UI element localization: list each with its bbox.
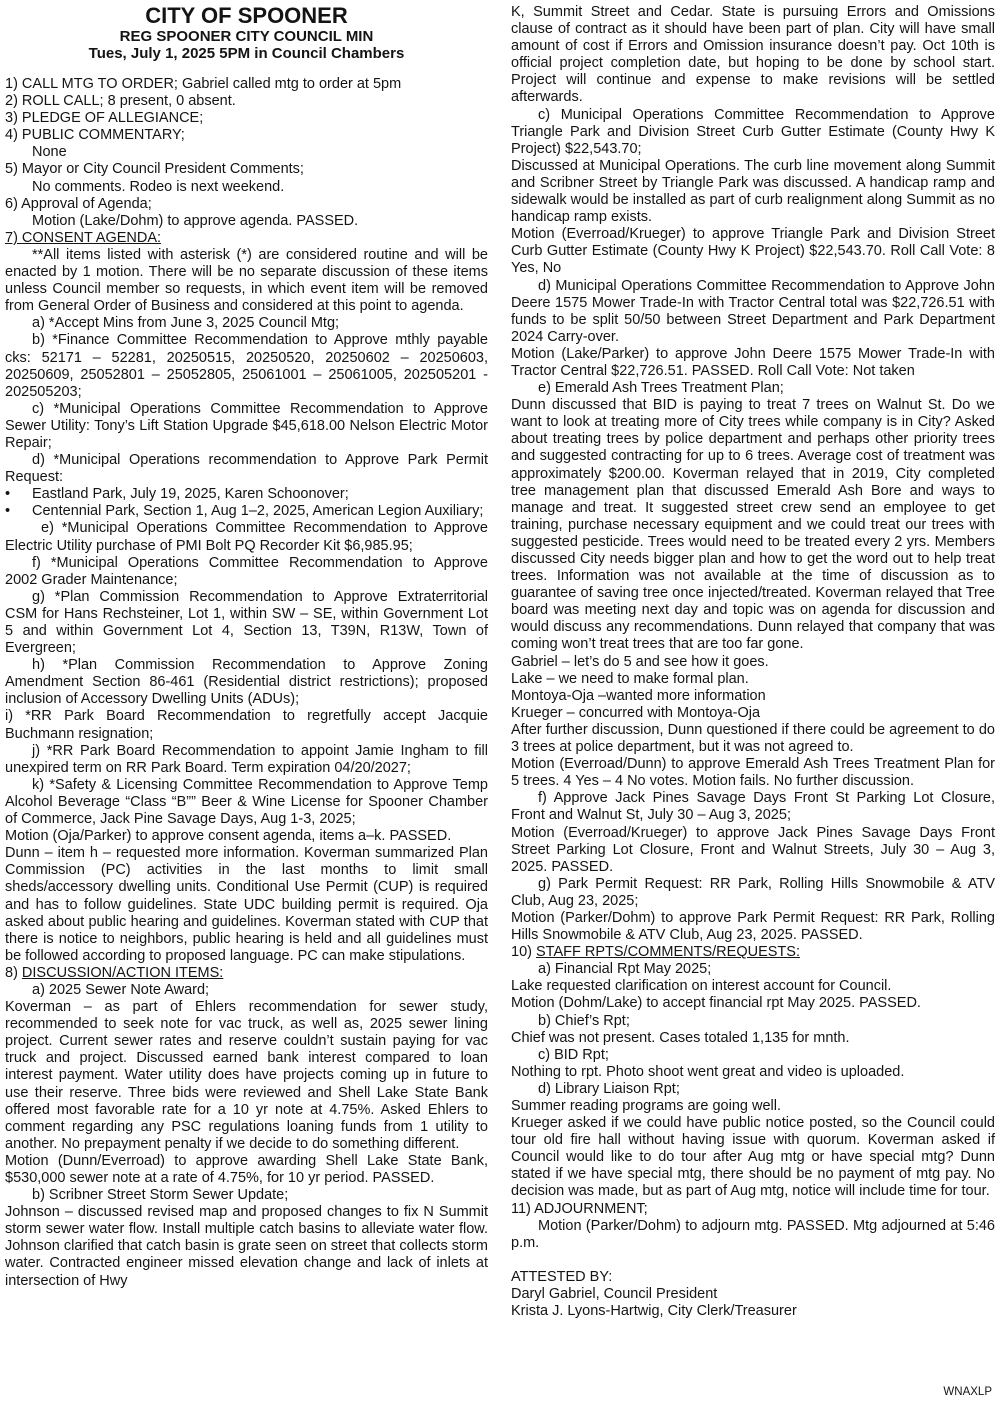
item-mayor-comments: 5) Mayor or City Council President Comments;	[5, 161, 304, 178]
storm-sewer-discussion: Johnson – discussed revised map and proposed changes to fix N Summit storm sewer water flow. Install multiple catch basins to alleviate water flow. Johnson clarified that catch basin is grate seen on street that collects storm water. Contracted engineer missed elevation change and lack of inlets at intersection of Hwy	[5, 1204, 488, 1289]
item-public-commentary: 4) PUBLIC COMMENTARY;	[5, 127, 185, 144]
consent-item-k: k) *Safety & Licensing Committee Recommendation to Approve Temp Alcohol Beverage “Class “B”” Beer & Wine License for Spooner Chamber of Commerce, Jack Pine Savage Days, Aug 1-3, 2025;	[5, 776, 488, 828]
ash-trees-motion: Motion (Everroad/Dunn) to approve Emerald Ash Trees Treatment Plan for 5 trees. 4 Yes – 4 No votes. Motion fails. No further discussion.	[511, 756, 995, 790]
bid-report-text: Nothing to rpt. Photo shoot went great and video is uploaded.	[511, 1063, 905, 1080]
discussion-item-a: a) 2025 Sewer Note Award;	[32, 981, 210, 998]
mower-trade-in-motion: Motion (Lake/Parker) to approve John Deere 1575 Mower Trade-In with Tractor Central $22,726.51. PASSED. Roll Call Vote: Not taken	[511, 345, 995, 379]
ash-trees-comment-lake: Lake – we need to make formal plan.	[511, 670, 749, 687]
document-title: CITY OF SPOONER	[145, 3, 348, 28]
consent-item-i: i) *RR Park Board Recommendation to regretfully accept Jacquie Buchmann resignation;	[5, 708, 488, 742]
curb-gutter-motion: Motion (Everroad/Krueger) to approve Triangle Park and Division Street Curb Gutter Estimate (County Hwy K Project) $22,543.70. Roll Call Vote: 8 Yes, No	[511, 226, 995, 277]
attested-by-label: ATTESTED BY:	[511, 1268, 613, 1285]
ash-trees-discussion: Dunn discussed that BID is paying to treat 7 trees on Walnut St. Do we want to look at treating more of City trees while company is in City? Asked about treating trees by police department and perhaps other priority trees and suggested contracting for up to 6 trees. Average cost of treatment was approximately $200.00. Koverman relayed that in 2019, City completed tree management plan that discussed Emerald Ash Bore and ways to manage and treat. It suggested street crew send an employee to get training, purchase necessary equipment and we could treat our trees with suggested pesticide. Trees would need to be treated every 2 yrs. Members discussed City needs bigger plan and how to get the word out to help treat trees. Information was not available at the time of discussion as to guarantee of saving tree once injected/treated. Koverman relayed that Tree board was meeting next day and topic was on agenda for discussion and would discuss any recommendations. Dunn relayed that company that was coming won’t treat trees that are too far gone.	[511, 397, 995, 653]
adjournment-motion: Motion (Parker/Dohm) to adjourn mtg. PASSED. Mtg adjourned at 5:46 p.m.	[511, 1217, 995, 1251]
parking-lot-closure-motion: Motion (Everroad/Krueger) to approve Jack Pines Savage Days Front Street Parking Lot Closure, Front and Walnut Streets, July 30 – Aug 3, 2025. PASSED.	[511, 824, 995, 875]
financial-report-text: Lake requested clarification on interest account for Council.	[511, 978, 892, 995]
consent-item-b: b) *Finance Committee Recommendation to Approve mthly payable cks: 52171 – 52281, 20250515, 20250520, 20250602 – 20250603, 20250609, 25052801 – 25052805, 25061001 – 25061005, 202505201 - 202505203;	[5, 332, 488, 400]
discussion-item-d: d) Municipal Operations Committee Recommendation to Approve John Deere 1575 Mower Trade-In with Tractor Central total was $22,726.51 with funds to be split 50/50 between Street Department and Park Department 2024 Carry-over.	[511, 277, 995, 345]
signature-council-president: Daryl Gabriel, Council President	[511, 1285, 718, 1302]
spacer	[5, 62, 488, 76]
curb-gutter-discussion: Discussed at Municipal Operations. The curb line movement along Summit and Scribner Street by Triangle Park was discussed. A handicap ramp and sidewalk would be installed as part of curb realignment along Summit as no handicap ramp exists.	[511, 157, 995, 226]
consent-item-a: a) *Accept Mins from June 3, 2025 Council Mtg;	[32, 315, 340, 332]
discussion-item-g: g) Park Permit Request: RR Park, Rolling Hills Snowmobile & ATV Club, Aug 23, 2025;	[511, 875, 995, 909]
bullet-mark: •	[5, 503, 11, 520]
spacer	[511, 1252, 995, 1269]
signature-city-clerk: Krista J. Lyons-Hartwig, City Clerk/Treasurer	[511, 1303, 797, 1320]
discussion-heading: DISCUSSION/ACTION ITEMS:	[21, 964, 224, 981]
agenda-approval-motion: Motion (Lake/Dohm) to approve agenda. PASSED.	[32, 212, 359, 229]
park-permit-bullet	[5, 503, 488, 520]
consent-motion: Motion (Oja/Parker) to approve consent agenda, items a–k. PASSED.	[5, 828, 452, 845]
staff-report-c: c) BID Rpt;	[538, 1046, 609, 1063]
item-roll-call: 2) ROLL CALL; 8 present, 0 absent.	[5, 93, 236, 110]
meeting-date-line: Tues, July 1, 2025 5PM in Council Chambers	[88, 45, 405, 62]
ash-trees-comment-krueger: Krueger – concurred with Montoya-Oja	[511, 704, 761, 721]
bullet-text: Eastland Park, July 19, 2025, Karen Schoonover;	[32, 486, 349, 503]
item-adjournment: 11) ADJOURNMENT;	[511, 1200, 648, 1217]
staff-report-b: b) Chief’s Rpt;	[538, 1012, 630, 1029]
item-pledge: 3) PLEDGE OF ALLEGIANCE;	[5, 110, 204, 127]
ash-trees-comment-gabriel: Gabriel – let’s do 5 and see how it goes.	[511, 653, 769, 670]
right-column	[511, 4, 995, 1320]
fire-hall-tour-discussion: Krueger asked if we could have public notice posted, so the Council could tour old fire hall without having issue with quorum. Koverman asked if Council would like to do tour after Aug mtg or have special mtg? Dunn stated if we have special mtg, there should be no payment of mtg pay. No decision was made, but as part of Aug mtg, notice will include time for tour.	[511, 1115, 995, 1200]
consent-item-c: c) *Municipal Operations Committee Recommendation to Approve Sewer Utility: Tony’s Lift Station Upgrade $45,618.00 Nelson Electric Motor Repair;	[5, 400, 488, 451]
sewer-note-motion: Motion (Dunn/Everroad) to approve awarding Shell Lake State Bank, $530,000 sewer note at a rate of 4.75%, for 10 yr period. PASSED.	[5, 1152, 488, 1186]
item-discussion-action	[5, 965, 488, 982]
document-subtitle: REG SPOONER CITY COUNCIL MIN	[119, 28, 374, 45]
staff-report-d: d) Library Liaison Rpt;	[538, 1080, 680, 1097]
item-consent-agenda	[5, 230, 488, 247]
consent-discussion: Dunn – item h – requested more information. Koverman summarized Plan Commission (PC) activities in the last months to limit small sheds/accessory dwelling units. Conditional Use Permit (CUP) is required and has to follow guidelines. State UDC building permit is required. Oja asked about public hearing and guidelines. Koverman stated with CUP that there is notice to neighbors, public hearing is held and all guidelines must be followed according to proposed language. PC can make stipulations.	[5, 845, 488, 964]
consent-item-j: j) *RR Park Board Recommendation to appoint Jamie Ingham to fill unexpired term on RR Park Board. Term expiration 04/20/2027;	[5, 742, 488, 776]
bullet-mark: •	[5, 486, 11, 503]
consent-intro: **All items listed with asterisk (*) are considered routine and will be enacted by 1 motion. There will be no separate discussion of these items unless Council member so requests, in which event item will be removed from General Order of Business and considered at this point to agenda.	[5, 246, 488, 315]
staff-report-a: a) Financial Rpt May 2025;	[538, 961, 712, 978]
consent-item-f: f) *Municipal Operations Committee Recommendation to Approve 2002 Grader Maintenance;	[5, 554, 488, 588]
sewer-note-discussion: Koverman – as part of Ehlers recommendation for sewer study, recommended to seek note for vac truck, as well as, 2025 sewer lining project. Current sewer rates and reserve couldn’t sustain paying for vac truck and project. Discussed earned bank interest compared to loan interest payment. Water utility does have projects coming up in future to use their reserve. Three bids were reviewed and Shell Lake State Bank offered most favorable rate for a 10 yr note at 4.75%. Asked Ehlers to comment regarding any PSC regulations loaning funds from 1 utility to another. No prepayment penalty if we decide to do something different.	[5, 999, 488, 1152]
consent-item-e: e) *Municipal Operations Committee Recommendation to Approve Electric Utility purchase of PMI Bolt PQ Recorder Kit $6,985.95;	[5, 520, 488, 554]
consent-item-d: d) *Municipal Operations recommendation to Approve Park Permit Request:	[5, 452, 488, 486]
consent-number: 7)	[5, 229, 22, 246]
left-column	[5, 4, 488, 1290]
bullet-text: Centennial Park, Section 1, Aug 1–2, 2025, American Legion Auxiliary;	[32, 503, 484, 520]
item-call-to-order: 1) CALL MTG TO ORDER; Gabriel called mtg to order at 5pm	[5, 76, 402, 92]
discussion-item-e: e) Emerald Ash Trees Treatment Plan;	[538, 380, 784, 397]
staff-reports-number: 10)	[511, 944, 536, 961]
mayor-comments-text: No comments. Rodeo is next weekend.	[32, 178, 285, 195]
staff-reports-heading: STAFF RPTS/COMMENTS/REQUESTS:	[536, 944, 800, 961]
financial-report-motion: Motion (Dohm/Lake) to accept financial rpt May 2025. PASSED.	[511, 995, 921, 1012]
publication-code: WNAXLP	[943, 1386, 992, 1398]
ash-trees-further-discussion: After further discussion, Dunn questioned if there could be agreement to do 3 trees at police department, but it was not agreed to.	[511, 721, 995, 756]
park-permit-bullet	[5, 486, 488, 503]
item-staff-reports	[511, 944, 995, 961]
discussion-number: 8)	[5, 964, 22, 981]
library-report-text: Summer reading programs are going well.	[511, 1098, 781, 1114]
discussion-item-c: c) Municipal Operations Committee Recommendation to Approve Triangle Park and Division Street Curb Gutter Estimate (County Hwy K Project) $22,543.70;	[511, 106, 995, 157]
public-commentary-text: None	[32, 144, 67, 161]
park-permit-motion: Motion (Parker/Dohm) to approve Park Permit Request: RR Park, Rolling Hills Snowmobile & ATV Club, Aug 23, 2025. PASSED.	[511, 909, 995, 944]
discussion-item-b: b) Scribner Street Storm Sewer Update;	[32, 1187, 289, 1204]
consent-item-h: h) *Plan Commission Recommendation to Approve Zoning Amendment Section 86-461 (Residential district restrictions); proposed inclusion of Accessory Dwelling Units (ADUs);	[5, 657, 488, 708]
storm-sewer-discussion-continued: K, Summit Street and Cedar. State is pursuing Errors and Omissions clause of contract as it should have been part of plan. City will have small amount of cost if Errors and Omission insurance doesn’t pay. Oct 10th is official project completion date, but hoping to be done by school start. Project will continue and expense to make revisions will be settled afterwards.	[511, 4, 995, 106]
ash-trees-comment-montoya: Montoya-Oja –wanted more information	[511, 687, 766, 704]
chief-report-text: Chief was not present. Cases totaled 1,135 for mnth.	[511, 1029, 850, 1046]
consent-item-g: g) *Plan Commission Recommendation to Approve Extraterritorial CSM for Hans Rechsteiner, Lot 1, within SW – SE, within Government Lot 5 and within Government Lot 4, Section 13, T39N, R13W, Town of Evergreen;	[5, 588, 488, 657]
item-approval-of-agenda: 6) Approval of Agenda;	[5, 195, 152, 212]
consent-heading: CONSENT AGENDA:	[21, 229, 162, 246]
discussion-item-f: f) Approve Jack Pines Savage Days Front St Parking Lot Closure, Front and Walnut St, July 30 – Aug 3, 2025;	[511, 790, 995, 824]
